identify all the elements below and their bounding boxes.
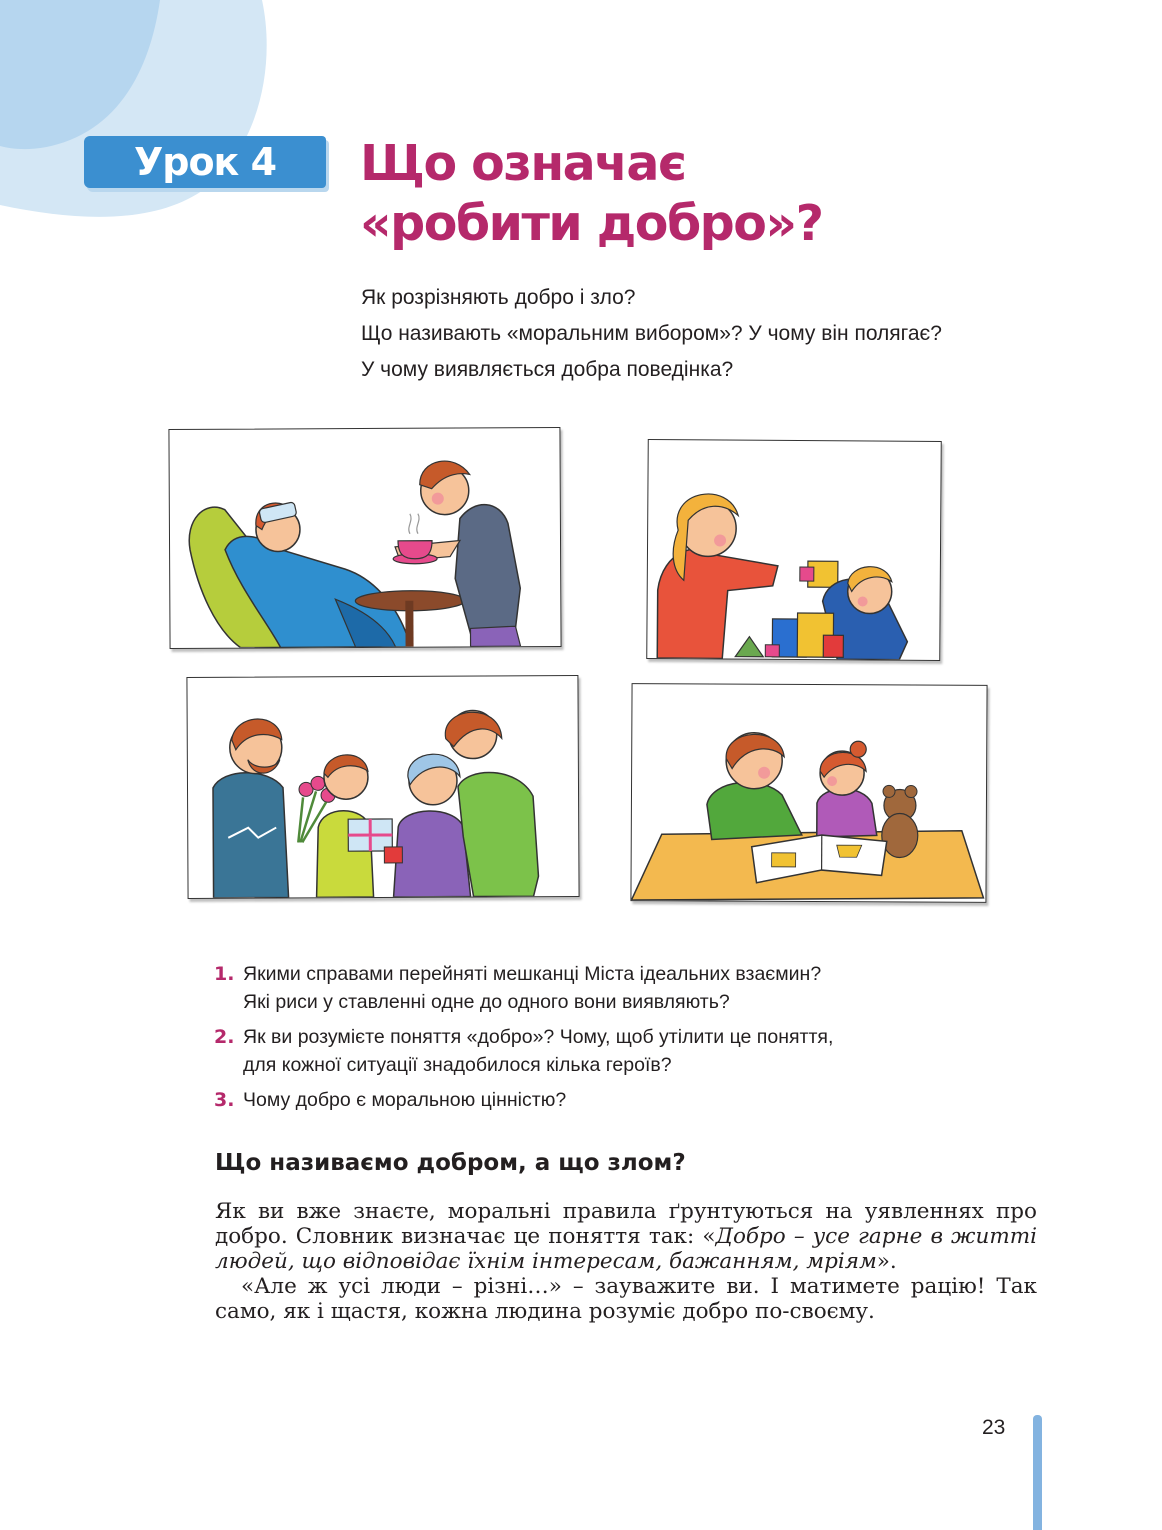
lesson-title — [360, 134, 920, 254]
illustration-girl-gives-blocks — [646, 439, 942, 661]
task-item — [214, 1086, 974, 1114]
intro-question: Як розрізняють добро і зло? — [361, 286, 636, 309]
task-item — [214, 1023, 974, 1079]
illustration-boy-brings-tea — [168, 427, 561, 649]
lesson-title-line-1: Що означає — [360, 135, 686, 192]
body-paragraph — [215, 1199, 1037, 1274]
intro-question: У чому виявляється добра поведінка? — [361, 358, 734, 381]
section-heading: Що називаємо добром, а що злом? — [215, 1150, 686, 1176]
task-number: 1. — [214, 963, 235, 985]
corner-decoration — [0, 0, 300, 240]
task-number: 2. — [214, 1026, 235, 1048]
illustration-boy-reads-book — [630, 683, 987, 903]
task-item — [214, 960, 974, 1016]
task-number: 3. — [214, 1089, 235, 1111]
lesson-title-line-2: «робити добро»? — [360, 195, 823, 252]
page-edge-bar — [1033, 1415, 1042, 1530]
task-line: для кожної ситуації знадобилося кілька героїв? — [243, 1054, 672, 1076]
lesson-number-badge: Урок 4 — [84, 136, 326, 188]
intro-questions — [361, 280, 1061, 388]
body-paragraph: «Але ж усі люди – різні…» – зауважите ви. І матимете рацію! Так само, як і щастя, кожна людина розуміє добро по-своєму. — [215, 1274, 1037, 1324]
page-number: 23 — [982, 1416, 1006, 1439]
paragraph-text: Як ви вже знаєте, моральні правила ґрунтуються на уявленнях про добро. Словник визначає це поняття так: « — [215, 1199, 1037, 1249]
intro-question: Що називають «моральним вибором»? У чому він полягає? — [361, 322, 942, 345]
task-list — [214, 960, 974, 1121]
task-line: Чому добро є моральною цінністю? — [243, 1089, 567, 1111]
task-line: Які риси у ставленні одне до одного вони виявляють? — [243, 991, 730, 1013]
paragraph-text: ». — [876, 1249, 897, 1274]
illustration-family-gifts-grandmother — [186, 675, 579, 899]
task-line: Як ви розумієте поняття «добро»? Чому, щоб утілити це поняття, — [243, 1026, 834, 1048]
dictionary-definition: Добро – усе гарне в житті людей, що відповідає їхнім інтересам, бажанням, мріям — [215, 1224, 1037, 1274]
task-line: Якими справами перейняті мешканці Міста ідеальних взаємин? — [243, 963, 822, 985]
body-text — [215, 1199, 1037, 1324]
